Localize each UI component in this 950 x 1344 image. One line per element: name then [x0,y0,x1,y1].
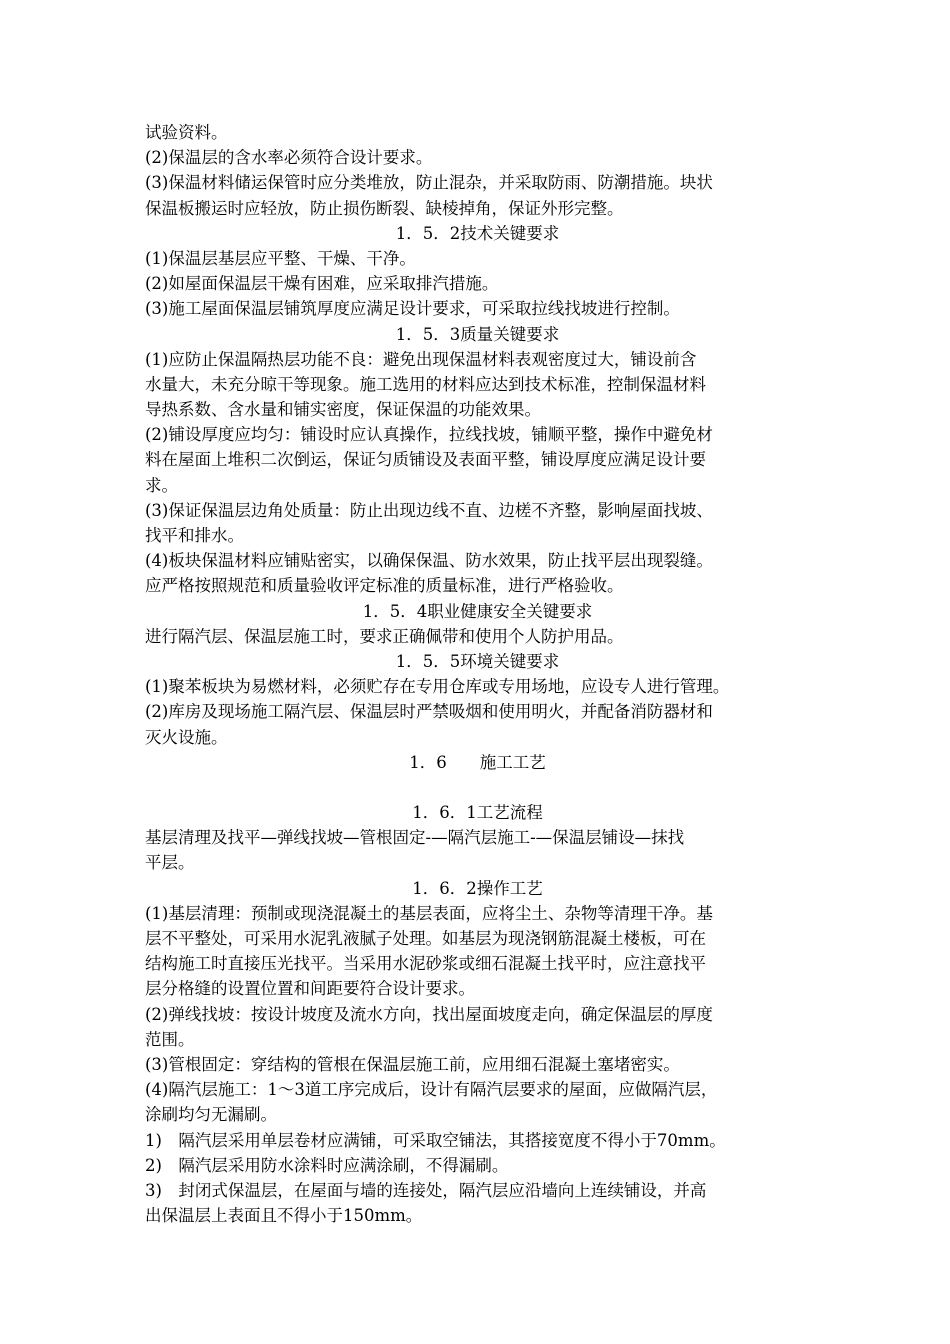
chapter-heading: 1．6 施工工艺 [409,752,546,772]
document-page [145,120,810,1228]
body-text-line: (3)管根固定：穿结构的管根在保温层施工前，应用细石混凝土塞堵密实。 [145,1054,680,1074]
body-text-line: 层不平整处，可采用水泥乳液腻子处理。如基层为现浇钢筋混凝土楼板，可在 [145,929,706,948]
body-text-line: 进行隔汽层、保温层施工时，要求正确佩带和使用个人防护用品。 [145,626,624,646]
section-heading: 1．6．2操作工艺 [412,878,543,898]
body-text-line: (2)库房及现场施工隔汽层、保温层时严禁吸烟和使用明火，并配备消防器材和 [145,702,713,722]
section-heading: 1．5．4职业健康安全关键要求 [362,601,593,621]
body-text-line: (1)聚苯板块为易燃材料，必须贮存在专用仓库或专用场地，应设专人进行管理。 [145,677,730,697]
body-text-line: (3)施工屋面保温层铺筑厚度应满足设计要求，可采取拉线找坡进行控制。 [145,299,680,319]
body-text-line: 基层清理及找平—弹线找坡—管根固定-—隔汽层施工-—保温层铺设—抹找 [145,828,685,848]
section-heading: 1．5．2技术关键要求 [395,223,560,243]
body-text-line: 结构施工时直接压光找平。当采用水泥砂浆或细石混凝土找平时，应注意找平 [145,954,706,974]
body-text-line: 出保温层上表面且不得小于150mm。 [145,1206,423,1226]
body-text-line: 找平和排水。 [145,526,244,545]
body-text-line: (2)弹线找坡：按设计坡度及流水方向，找出屋面坡度走向，确定保温层的厚度 [145,1004,713,1024]
body-text-line: 灭火设施。 [145,727,228,747]
body-text-line: 层分格缝的设置位置和间距要符合设计要求。 [145,979,475,999]
body-text-line: (1)应防止保温隔热层功能不良：避免出现保温材料表观密度过大，铺设前含 [145,349,697,369]
body-text-line: 水量大，未充分晾干等现象。施工选用的材料应达到技术标准，控制保温材料 [145,374,706,394]
body-text-line: (2)保温层的含水率必须符合设计要求。 [145,148,433,168]
body-text-line: (4)隔汽层施工：1～3道工序完成后，设计有隔汽层要求的屋面，应做隔汽层， [145,1080,718,1100]
body-text-line: (2)如屋面保温层干燥有困难，应采取排汽措施。 [145,274,499,294]
body-text-line: (3)保温材料储运保管时应分类堆放，防止混杂，并采取防雨、防潮措施。块状 [145,173,713,193]
body-text-line: 范围。 [145,1029,195,1049]
body-text-line: 1) 隔汽层采用单层卷材应满铺，可采取空铺法，其搭接宽度不得小于70mm。 [145,1130,726,1150]
section-heading: 1．6．1工艺流程 [412,803,543,823]
body-text-line: 料在屋面上堆积二次倒运，保证匀质铺设及表面平整，铺设厚度应满足设计要 [145,450,706,470]
body-text-line: 2) 隔汽层采用防水涂料时应满涂刷，不得漏刷。 [145,1155,509,1175]
body-text-line: (1)基层清理：预制或现浇混凝土的基层表面，应将尘土、杂物等清理干净。基 [145,903,713,923]
section-heading: 1．5．5环境关键要求 [395,651,560,671]
body-text-line: 涂刷均匀无漏刷。 [145,1105,277,1125]
body-text-line: (2)铺设厚度应均匀：铺设时应认真操作，拉线找坡，铺顺平整，操作中避免材 [145,425,713,445]
body-text-line: 导热系数、含水量和铺实密度，保证保温的功能效果。 [145,400,541,420]
body-text-line: 平层。 [145,853,195,873]
section-heading: 1．5．3质量关键要求 [395,324,560,344]
body-text-line: 求。 [145,475,178,495]
body-text-line: 保温板搬运时应轻放，防止损伤断裂、缺棱掉角，保证外形完整。 [145,198,624,218]
body-text-line: 3) 封闭式保温层，在屋面与墙的连接处，隔汽层应沿墙向上连续铺设，并高 [145,1180,707,1200]
blank-line [145,775,810,800]
body-text-line: 应严格按照规范和质量验收评定标准的质量标准，进行严格验收。 [145,576,624,596]
body-text-line: (4)板块保温材料应铺贴密实，以确保保温、防水效果，防止找平层出现裂缝。 [145,551,713,571]
body-text-line: (3)保证保温层边角处质量：防止出现边线不直、边槎不齐整，影响屋面找坡、 [145,500,713,520]
body-text-line: (1)保温层基层应平整、干燥、干净。 [145,248,416,268]
body-text-line: 试验资料。 [145,123,228,142]
